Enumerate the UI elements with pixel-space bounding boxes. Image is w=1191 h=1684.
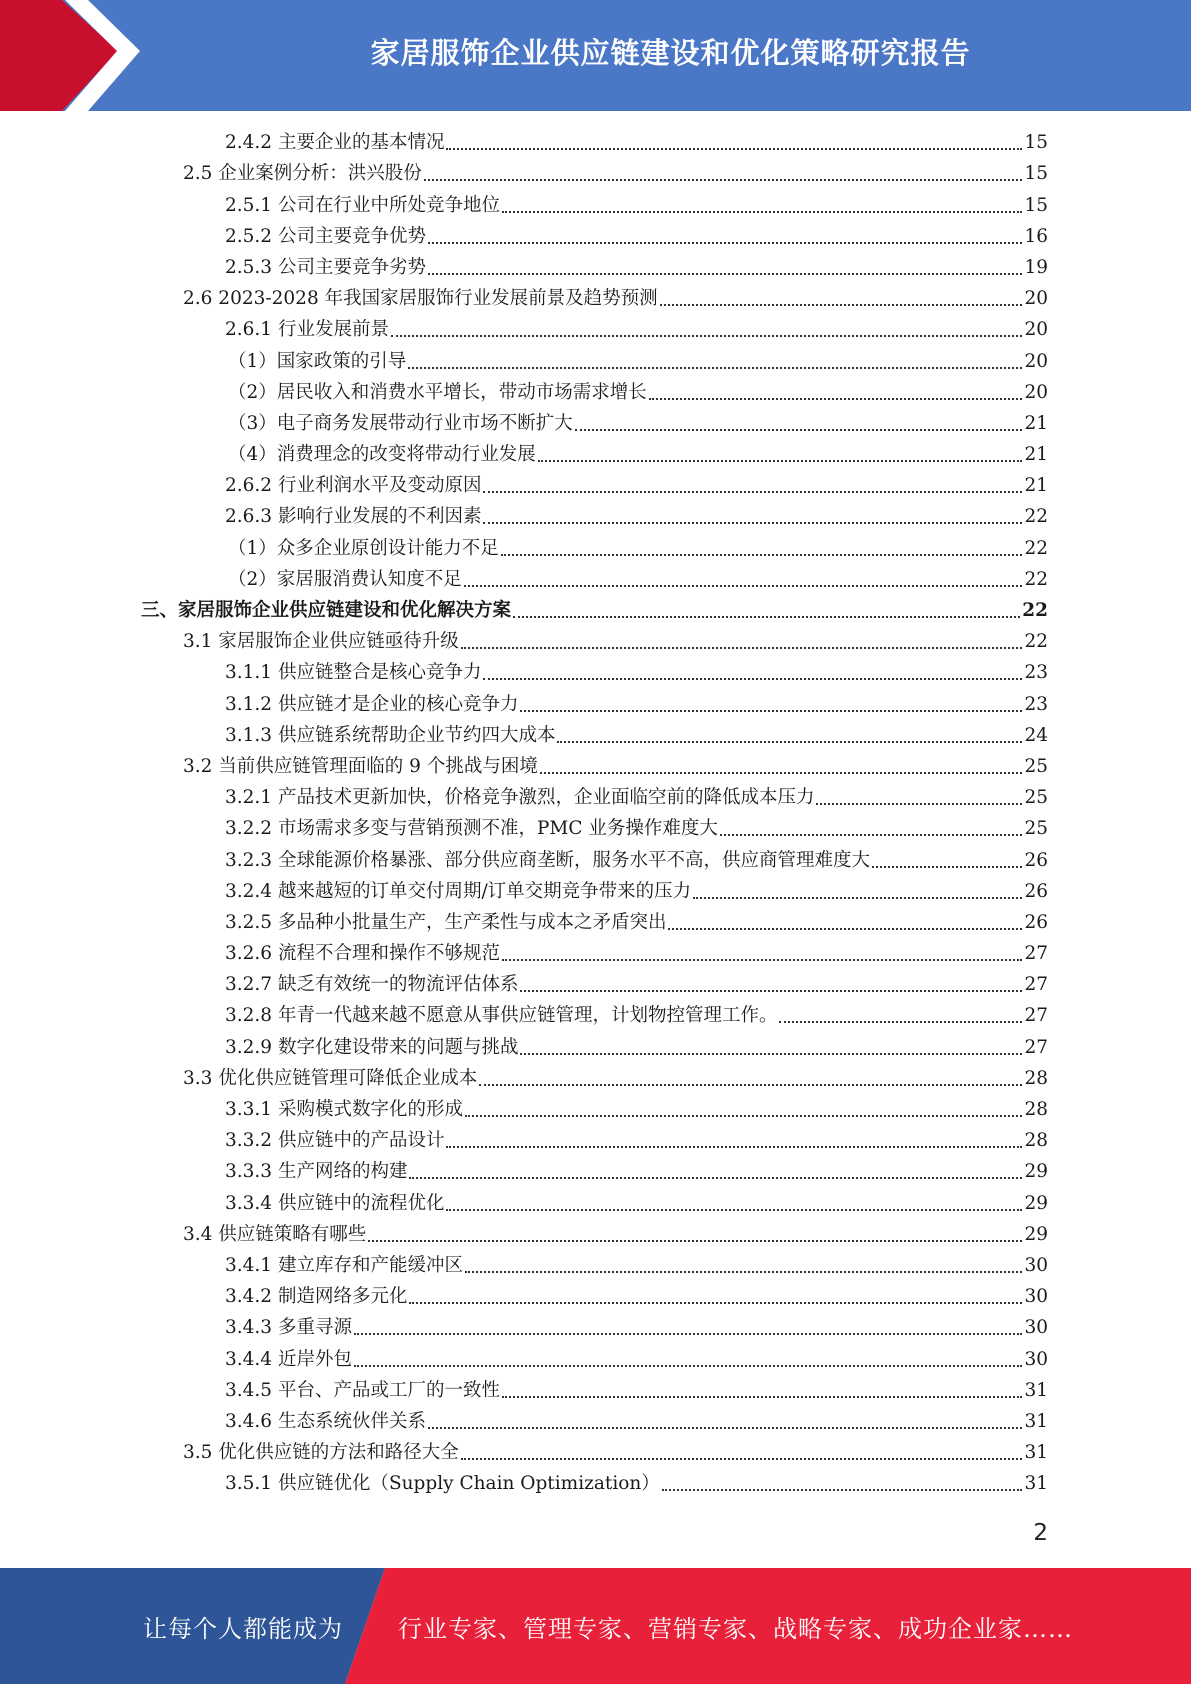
toc-entry-page: 31 [1024,1442,1048,1464]
toc-entry-label: 3.4.6 生态系统伙伴关系 [225,1410,426,1432]
toc-entry-page: 22 [1022,600,1048,621]
toc-dot-leader [446,1146,1022,1148]
toc-entry-page: 22 [1024,631,1048,653]
toc-entry[interactable] [0,501,1191,532]
toc-dot-leader [428,273,1022,275]
toc-entry-page: 21 [1024,475,1048,497]
toc-entry[interactable] [0,408,1191,439]
toc-entry-label: 三、家居服饰企业供应链建设和优化解决方案 [141,600,512,621]
toc-dot-leader [408,367,1022,369]
toc-entry-page: 28 [1024,1130,1048,1152]
toc-dot-leader [502,1396,1022,1398]
toc-entry-page: 29 [1024,1192,1048,1214]
toc-entry[interactable] [0,564,1191,595]
toc-entry[interactable] [0,1219,1191,1250]
toc-entry-label: 3.1 家居服饰企业供应链亟待升级 [183,631,459,653]
toc-dot-leader [520,1053,1022,1055]
toc-dot-leader [409,1302,1022,1304]
toc-entry-page: 25 [1024,818,1048,840]
footer-slogan-left: 让每个人都能成为 [143,1614,343,1643]
toc-entry-page: 23 [1024,662,1048,684]
toc-entry-label: 3.5.1 供应链优化（Supply Chain Optimization） [225,1473,660,1495]
toc-entry[interactable] [0,189,1191,220]
toc-dot-leader [501,554,1023,556]
toc-entry[interactable] [0,345,1191,376]
toc-dot-leader [479,1084,1022,1086]
toc-entry[interactable] [0,1250,1191,1281]
toc-entry[interactable] [0,1281,1191,1312]
toc-entry[interactable] [0,938,1191,969]
toc-entry[interactable] [0,1000,1191,1031]
toc-entry-label: 3.2.5 多品种小批量生产，生产柔性与成本之矛盾突出 [225,911,667,933]
toc-entry[interactable] [0,532,1191,563]
toc-dot-leader [540,772,1023,774]
toc-entry-page: 22 [1024,537,1048,559]
toc-entry-page: 30 [1024,1286,1048,1308]
toc-entry-page: 23 [1024,693,1048,715]
toc-entry-label: 3.3 优化供应链管理可降低企业成本 [183,1067,478,1089]
toc-entry-label: 2.5.2 公司主要竞争优势 [225,225,426,247]
toc-entry-label: 2.6.3 影响行业发展的不利因素 [225,506,482,528]
toc-entry[interactable] [0,1406,1191,1437]
toc-entry[interactable] [0,1312,1191,1343]
toc-entry[interactable] [0,720,1191,751]
toc-dot-leader [368,1240,1022,1242]
toc-entry-page: 15 [1024,194,1048,216]
toc-dot-leader [520,990,1022,992]
toc-entry-label: 3.1.1 供应链整合是核心竞争力 [225,662,482,684]
toc-dot-leader [557,741,1022,743]
toc-entry-page: 26 [1024,880,1048,902]
toc-dot-leader [424,179,1023,181]
toc-entry[interactable] [0,657,1191,688]
toc-entry-label: 2.6.1 行业发展前景 [225,319,389,341]
toc-entry-page: 28 [1024,1067,1048,1089]
toc-entry-page: 16 [1024,225,1048,247]
toc-entry[interactable] [0,252,1191,283]
toc-dot-leader [354,1365,1023,1367]
page-footer [0,1568,1191,1684]
toc-entry-page: 20 [1024,319,1048,341]
toc-entry[interactable] [0,595,1191,626]
toc-entry-page: 27 [1024,1036,1048,1058]
toc-entry[interactable] [0,907,1191,938]
toc-entry-label: 3.1.3 供应链系统帮助企业节约四大成本 [225,724,556,746]
toc-entry[interactable] [0,158,1191,189]
toc-dot-leader [502,959,1022,961]
toc-dot-leader [446,148,1022,150]
toc-dot-leader [354,1333,1023,1335]
toc-entry-page: 30 [1024,1317,1048,1339]
toc-dot-leader [660,304,1023,306]
footer-slogan-right: 行业专家、管理专家、营销专家、战略专家、成功企业家…… [398,1614,1073,1643]
toc-dot-leader [502,211,1022,213]
toc-entry-label: （1）国家政策的引导 [228,350,407,372]
toc-dot-leader [720,834,1023,836]
toc-entry-label: 3.3.1 采购模式数字化的形成 [225,1099,463,1120]
toc-dot-leader [520,710,1022,712]
page-number: 2 [1033,1520,1048,1546]
toc-dot-leader [779,1021,1022,1023]
toc-entry-label: 3.2.9 数字化建设带来的问题与挑战 [225,1036,519,1058]
toc-entry[interactable] [0,1468,1191,1499]
report-title: 家居服饰企业供应链建设和优化策略研究报告 [370,35,971,70]
toc-dot-leader [465,1115,1022,1117]
toc-entry[interactable] [0,688,1191,719]
toc-dot-leader [461,647,1023,649]
toc-entry[interactable] [0,1343,1191,1374]
toc-entry-label: 3.2.8 年青一代越来越不愿意从事供应链管理，计划物控管理工作。 [225,1005,778,1027]
red-chevron-decoration [0,0,150,111]
toc-dot-leader [872,866,1022,868]
toc-entry-label: 2.5.1 公司在行业中所处竞争地位 [225,194,500,216]
toc-dot-leader [483,678,1022,680]
toc-entry-label: 3.5 优化供应链的方法和路径大全 [183,1442,459,1464]
toc-entry-label: 3.4.2 制造网络多元化 [225,1286,408,1308]
toc-entry-label: 3.2.1 产品技术更新加快，价格竞争激烈，企业面临空前的降低成本压力 [225,787,815,809]
toc-entry[interactable] [0,1063,1191,1094]
toc-entry[interactable] [0,377,1191,408]
toc-entry-page: 22 [1024,506,1048,528]
toc-entry-page: 19 [1024,256,1048,278]
toc-entry-label: 3.4 供应链策略有哪些 [183,1223,367,1245]
toc-entry-page: 29 [1024,1223,1048,1245]
toc-dot-leader [428,1427,1022,1429]
toc-entry-label: 3.4.4 近岸外包 [225,1348,352,1370]
toc-entry[interactable] [0,470,1191,501]
toc-entry-page: 31 [1024,1379,1048,1401]
toc-entry-label: 3.2 当前供应链管理面临的 9 个挑战与困境 [183,755,538,777]
toc-entry-label: （4）消费理念的改变将带动行业发展 [228,444,536,466]
toc-entry-label: 2.6 2023-2028 年我国家居服饰行业发展前景及趋势预测 [183,288,658,310]
toc-entry-label: 3.3.4 供应链中的流程优化 [225,1192,445,1214]
toc-entry[interactable] [0,283,1191,314]
toc-entry-page: 21 [1024,444,1048,466]
toc-dot-leader [428,242,1022,244]
toc-dot-leader [662,1489,1023,1491]
toc-entry-page: 27 [1024,974,1048,996]
toc-entry-page: 31 [1024,1410,1048,1432]
toc-entry-page: 25 [1024,755,1048,777]
toc-entry-label: 2.5.3 公司主要竞争劣势 [225,256,426,278]
toc-entry[interactable] [0,221,1191,252]
toc-dot-leader [483,522,1022,524]
toc-entry[interactable] [0,782,1191,813]
toc-entry-label: （3）电子商务发展带动行业市场不断扩大 [228,412,573,434]
toc-entry-label: 2.4.2 主要企业的基本情况 [225,132,445,154]
toc-entry-page: 20 [1024,350,1048,372]
toc-entry[interactable] [0,813,1191,844]
toc-dot-leader [409,1177,1022,1179]
toc-entry-page: 30 [1024,1254,1048,1276]
toc-dot-leader [668,928,1022,930]
toc-dot-leader [465,1271,1022,1273]
toc-entry-label: 3.4.3 多重寻源 [225,1317,352,1339]
toc-dot-leader [391,335,1022,337]
toc-dot-leader [538,460,1023,462]
toc-entry-label: 3.4.5 平台、产品或工厂的一致性 [225,1379,500,1401]
toc-entry-page: 26 [1024,849,1048,871]
toc-dot-leader [464,585,1023,587]
toc-entry-page: 29 [1024,1161,1048,1183]
toc-entry[interactable] [0,876,1191,907]
toc-entry[interactable] [0,1187,1191,1218]
toc-entry[interactable] [0,626,1191,657]
toc-entry-label: （1）众多企业原创设计能力不足 [228,537,499,559]
toc-entry-label: （2）居民收入和消费水平增长，带动市场需求增长 [228,381,647,403]
toc-entry[interactable] [0,1125,1191,1156]
toc-entry-page: 20 [1024,288,1048,310]
toc-entry[interactable] [0,751,1191,782]
toc-entry[interactable] [0,969,1191,1000]
toc-entry-label: 3.2.6 流程不合理和操作不够规范 [225,943,500,965]
toc-entry[interactable] [0,844,1191,875]
toc-entry-page: 25 [1024,787,1048,809]
toc-entry[interactable] [0,1094,1191,1125]
toc-entry[interactable] [0,439,1191,470]
toc-dot-leader [483,491,1022,493]
toc-entry-page: 27 [1024,943,1048,965]
toc-entry-page: 15 [1024,132,1048,154]
toc-entry-label: 3.1.2 供应链才是企业的核心竞争力 [225,693,519,715]
toc-entry-page: 31 [1024,1473,1048,1495]
toc-entry[interactable] [0,1156,1191,1187]
toc-dot-leader [461,1458,1023,1460]
toc-entry-label: 3.2.3 全球能源价格暴涨、部分供应商垄断，服务水平不高，供应商管理难度大 [225,849,870,871]
toc-entry-page: 26 [1024,911,1048,933]
toc-entry-page: 27 [1024,1005,1048,1027]
toc-dot-leader [575,429,1023,431]
toc-entry-label: 3.2.4 越来越短的订单交付周期/订单交期竞争带来的压力 [225,880,692,902]
toc-entry[interactable] [0,1031,1191,1062]
toc-entry[interactable] [0,1437,1191,1468]
toc-dot-leader [513,616,1020,618]
toc-entry-label: 3.4.1 建立库存和产能缓冲区 [225,1254,463,1276]
toc-entry-page: 21 [1024,412,1048,434]
toc-entry-page: 22 [1024,568,1048,590]
toc-dot-leader [693,897,1022,899]
toc-entry-label: 3.2.7 缺乏有效统一的物流评估体系 [225,974,519,996]
toc-entry-label: 2.6.2 行业利润水平及变动原因 [225,475,482,497]
toc-dot-leader [649,398,1023,400]
toc-entry-label: 2.5 企业案例分析：洪兴股份 [183,163,422,185]
toc-entry-label: 3.3.2 供应链中的产品设计 [225,1130,445,1152]
page-header [0,0,1191,111]
toc-entry-page: 15 [1024,163,1048,185]
table-of-contents [0,127,1191,1499]
toc-entry-label: （2）家居服消费认知度不足 [228,568,462,590]
toc-entry-label: 3.2.2 市场需求多变与营销预测不准，PMC 业务操作难度大 [225,818,718,840]
toc-entry-page: 30 [1024,1348,1048,1370]
toc-entry-page: 28 [1024,1099,1048,1120]
toc-entry-page: 24 [1024,724,1048,746]
toc-dot-leader [816,803,1022,805]
toc-dot-leader [446,1209,1022,1211]
toc-entry[interactable] [0,314,1191,345]
toc-entry-label: 3.3.3 生产网络的构建 [225,1161,408,1183]
toc-entry-page: 20 [1024,381,1048,403]
toc-entry[interactable] [0,1375,1191,1406]
toc-entry[interactable] [0,127,1191,158]
